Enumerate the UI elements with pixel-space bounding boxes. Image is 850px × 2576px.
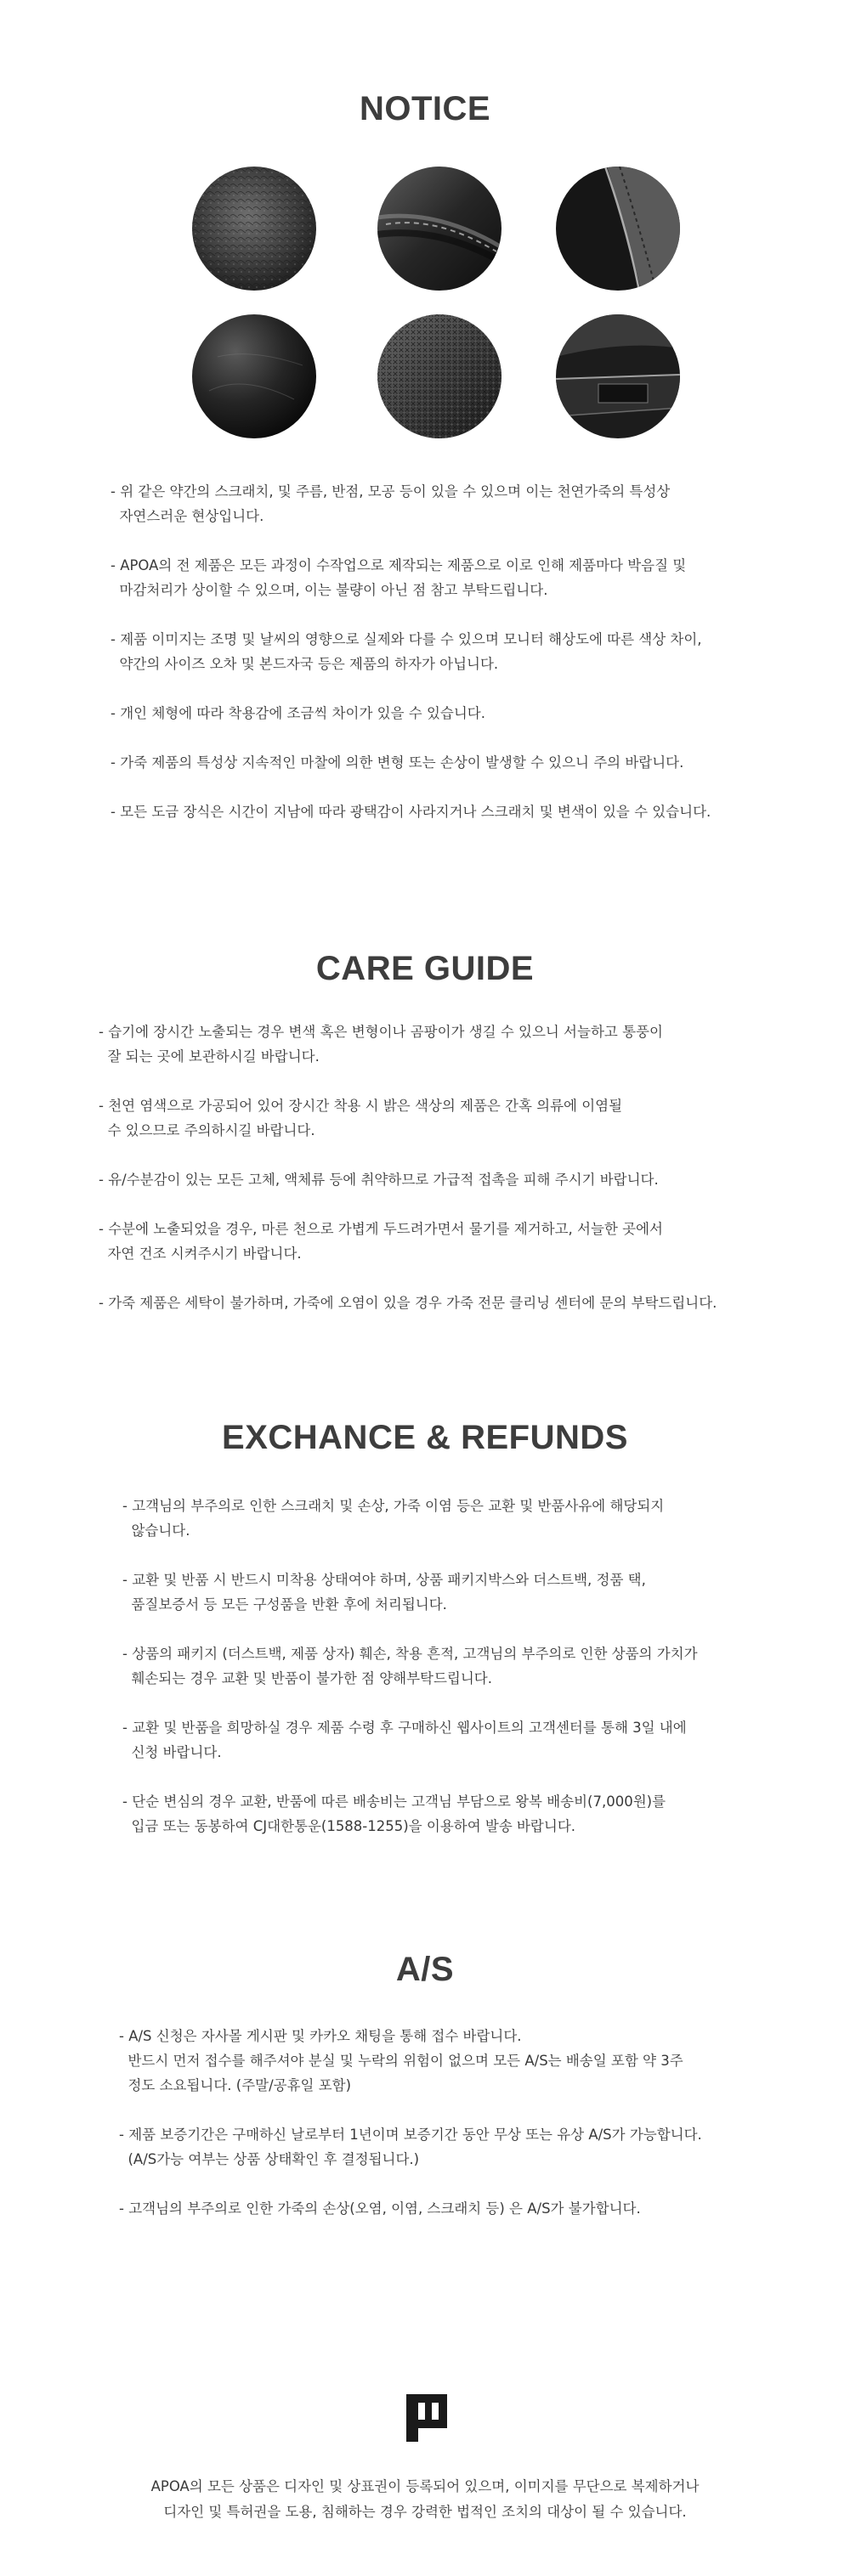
list-item: - 단순 변심의 경우 교환, 반품에 따른 배송비는 고객님 부담으로 왕복 배송비(7,000원)를 입금 또는 동봉하여 CJ대한통운(1588-1255)을 이용하여 발송 바랍니다. — [122, 1794, 666, 1834]
list-item: - 가죽 제품은 세탁이 불가하며, 가죽에 오염이 있을 경우 가죽 전문 클리닝 센터에 문의 부탁드립니다. — [99, 1295, 717, 1311]
folded-leather-swatch — [556, 314, 680, 438]
list-item: - 고객님의 부주의로 인한 스크래치 및 손상, 가죽 이염 등은 교환 및 반품사유에 해당되지 않습니다. — [122, 1498, 665, 1539]
as-list — [119, 2024, 702, 2221]
textured-leather-swatch — [377, 314, 502, 438]
list-item: - A/S 신청은 자사몰 게시판 및 카카오 채팅을 통해 접수 바랍니다. 반드시 먼저 접수를 해주셔야 분실 및 누락의 위험이 없으며 모든 A/S는 배송일 포함 약 3주 정도 소요됩니다. (주말/공휴일 포함) — [119, 2028, 683, 2093]
list-item: - APOA의 전 제품은 모든 과정이 수작업으로 제작되는 제품으로 이로 인해 제품마다 박음질 및 마감처리가 상이할 수 있으며, 이는 불량이 아닌 점 참고 부탁드립니다. — [110, 557, 687, 598]
exchange-refunds-title: EXCHANCE & REFUNDS — [222, 1419, 628, 1456]
list-item: - 습기에 장시간 노출되는 경우 변색 혹은 변형이나 곰팡이가 생길 수 있으니 서늘하고 통풍이 잘 되는 곳에 보관하시길 바랍니다. — [99, 1024, 663, 1065]
list-item: - 천연 염색으로 가공되어 있어 장시간 착용 시 밝은 색상의 제품은 간혹 의류에 이염될 수 있으므로 주의하시길 바랍니다. — [99, 1098, 623, 1138]
list-item: - 가죽 제품의 특성상 지속적인 마찰에 의한 변형 또는 손상이 발생할 수 있으니 주의 바랍니다. — [110, 754, 684, 771]
list-item: - 교환 및 반품을 희망하실 경우 제품 수령 후 구매하신 웹사이트의 고객센터를 통해 3일 내에 신청 바랍니다. — [122, 1720, 687, 1760]
apoa-logo-icon — [406, 2394, 447, 2442]
care-guide-list — [99, 1020, 717, 1315]
pebbled-leather-swatch — [192, 167, 316, 291]
list-item: - 제품 이미지는 조명 및 날씨의 영향으로 실제와 다를 수 있으며 모니터 해상도에 따른 색상 차이, 약간의 사이즈 오차 및 본드자국 등은 제품의 하자가 아닙니다. — [110, 631, 702, 672]
stitched-seam-swatch — [377, 167, 502, 291]
copyright-notice: APOA의 모든 상품은 디자인 및 상표권이 등록되어 있으며, 이미지를 무단으로 복제하거나 디자인 및 특허권을 도용, 침해하는 경우 강력한 법적인 조치의 대상이 될 수 있습니다. — [150, 2478, 700, 2520]
list-item: - 모든 도금 장식은 시간이 지남에 따라 광택감이 사라지거나 스크래치 및 변색이 있을 수 있습니다. — [110, 804, 711, 820]
list-item: - 유/수분감이 있는 모든 고체, 액체류 등에 취약하므로 가급적 접촉을 피해 주시기 바랍니다. — [99, 1172, 659, 1188]
as-title: A/S — [395, 1951, 455, 1988]
list-item: - 제품 보증기간은 구매하신 날로부터 1년이며 보증기간 동안 무상 또는 유상 A/S가 가능합니다. (A/S가능 여부는 상품 상태확인 후 결정됩니다.) — [119, 2127, 702, 2167]
list-item: - 고객님의 부주의로 인한 가죽의 손상(오염, 이염, 스크래치 등) 은 A/S가 불가합니다. — [119, 2200, 641, 2217]
smooth-leather-swatch — [192, 314, 316, 438]
exchange-refunds-list — [122, 1494, 698, 1839]
notice-title: NOTICE — [359, 90, 491, 127]
care-guide-title: CARE GUIDE — [315, 950, 535, 987]
notice-list — [110, 479, 711, 824]
list-item: - 수분에 노출되었을 경우, 마른 천으로 가볍게 두드려가면서 물기를 제거하고, 서늘한 곳에서 자연 건조 시켜주시기 바랍니다. — [99, 1221, 663, 1262]
list-item: - 상품의 패키지 (더스트백, 제품 상자) 훼손, 착용 흔적, 고객님의 부주의로 인한 상품의 가치가 훼손되는 경우 교환 및 반품이 불가한 점 양해부탁드립니다. — [122, 1646, 698, 1686]
list-item: - 개인 체형에 따라 착용감에 조금씩 차이가 있을 수 있습니다. — [110, 705, 485, 721]
list-item: - 위 같은 약간의 스크래치, 및 주름, 반점, 모공 등이 있을 수 있으며 이는 천연가죽의 특성상 자연스러운 현상입니다. — [110, 483, 671, 524]
leather-edge-swatch — [556, 167, 680, 291]
list-item: - 교환 및 반품 시 반드시 미착용 상태여야 하며, 상품 패키지박스와 더스트백, 정품 택, 품질보증서 등 모든 구성품을 반환 후에 처리됩니다. — [122, 1572, 646, 1613]
